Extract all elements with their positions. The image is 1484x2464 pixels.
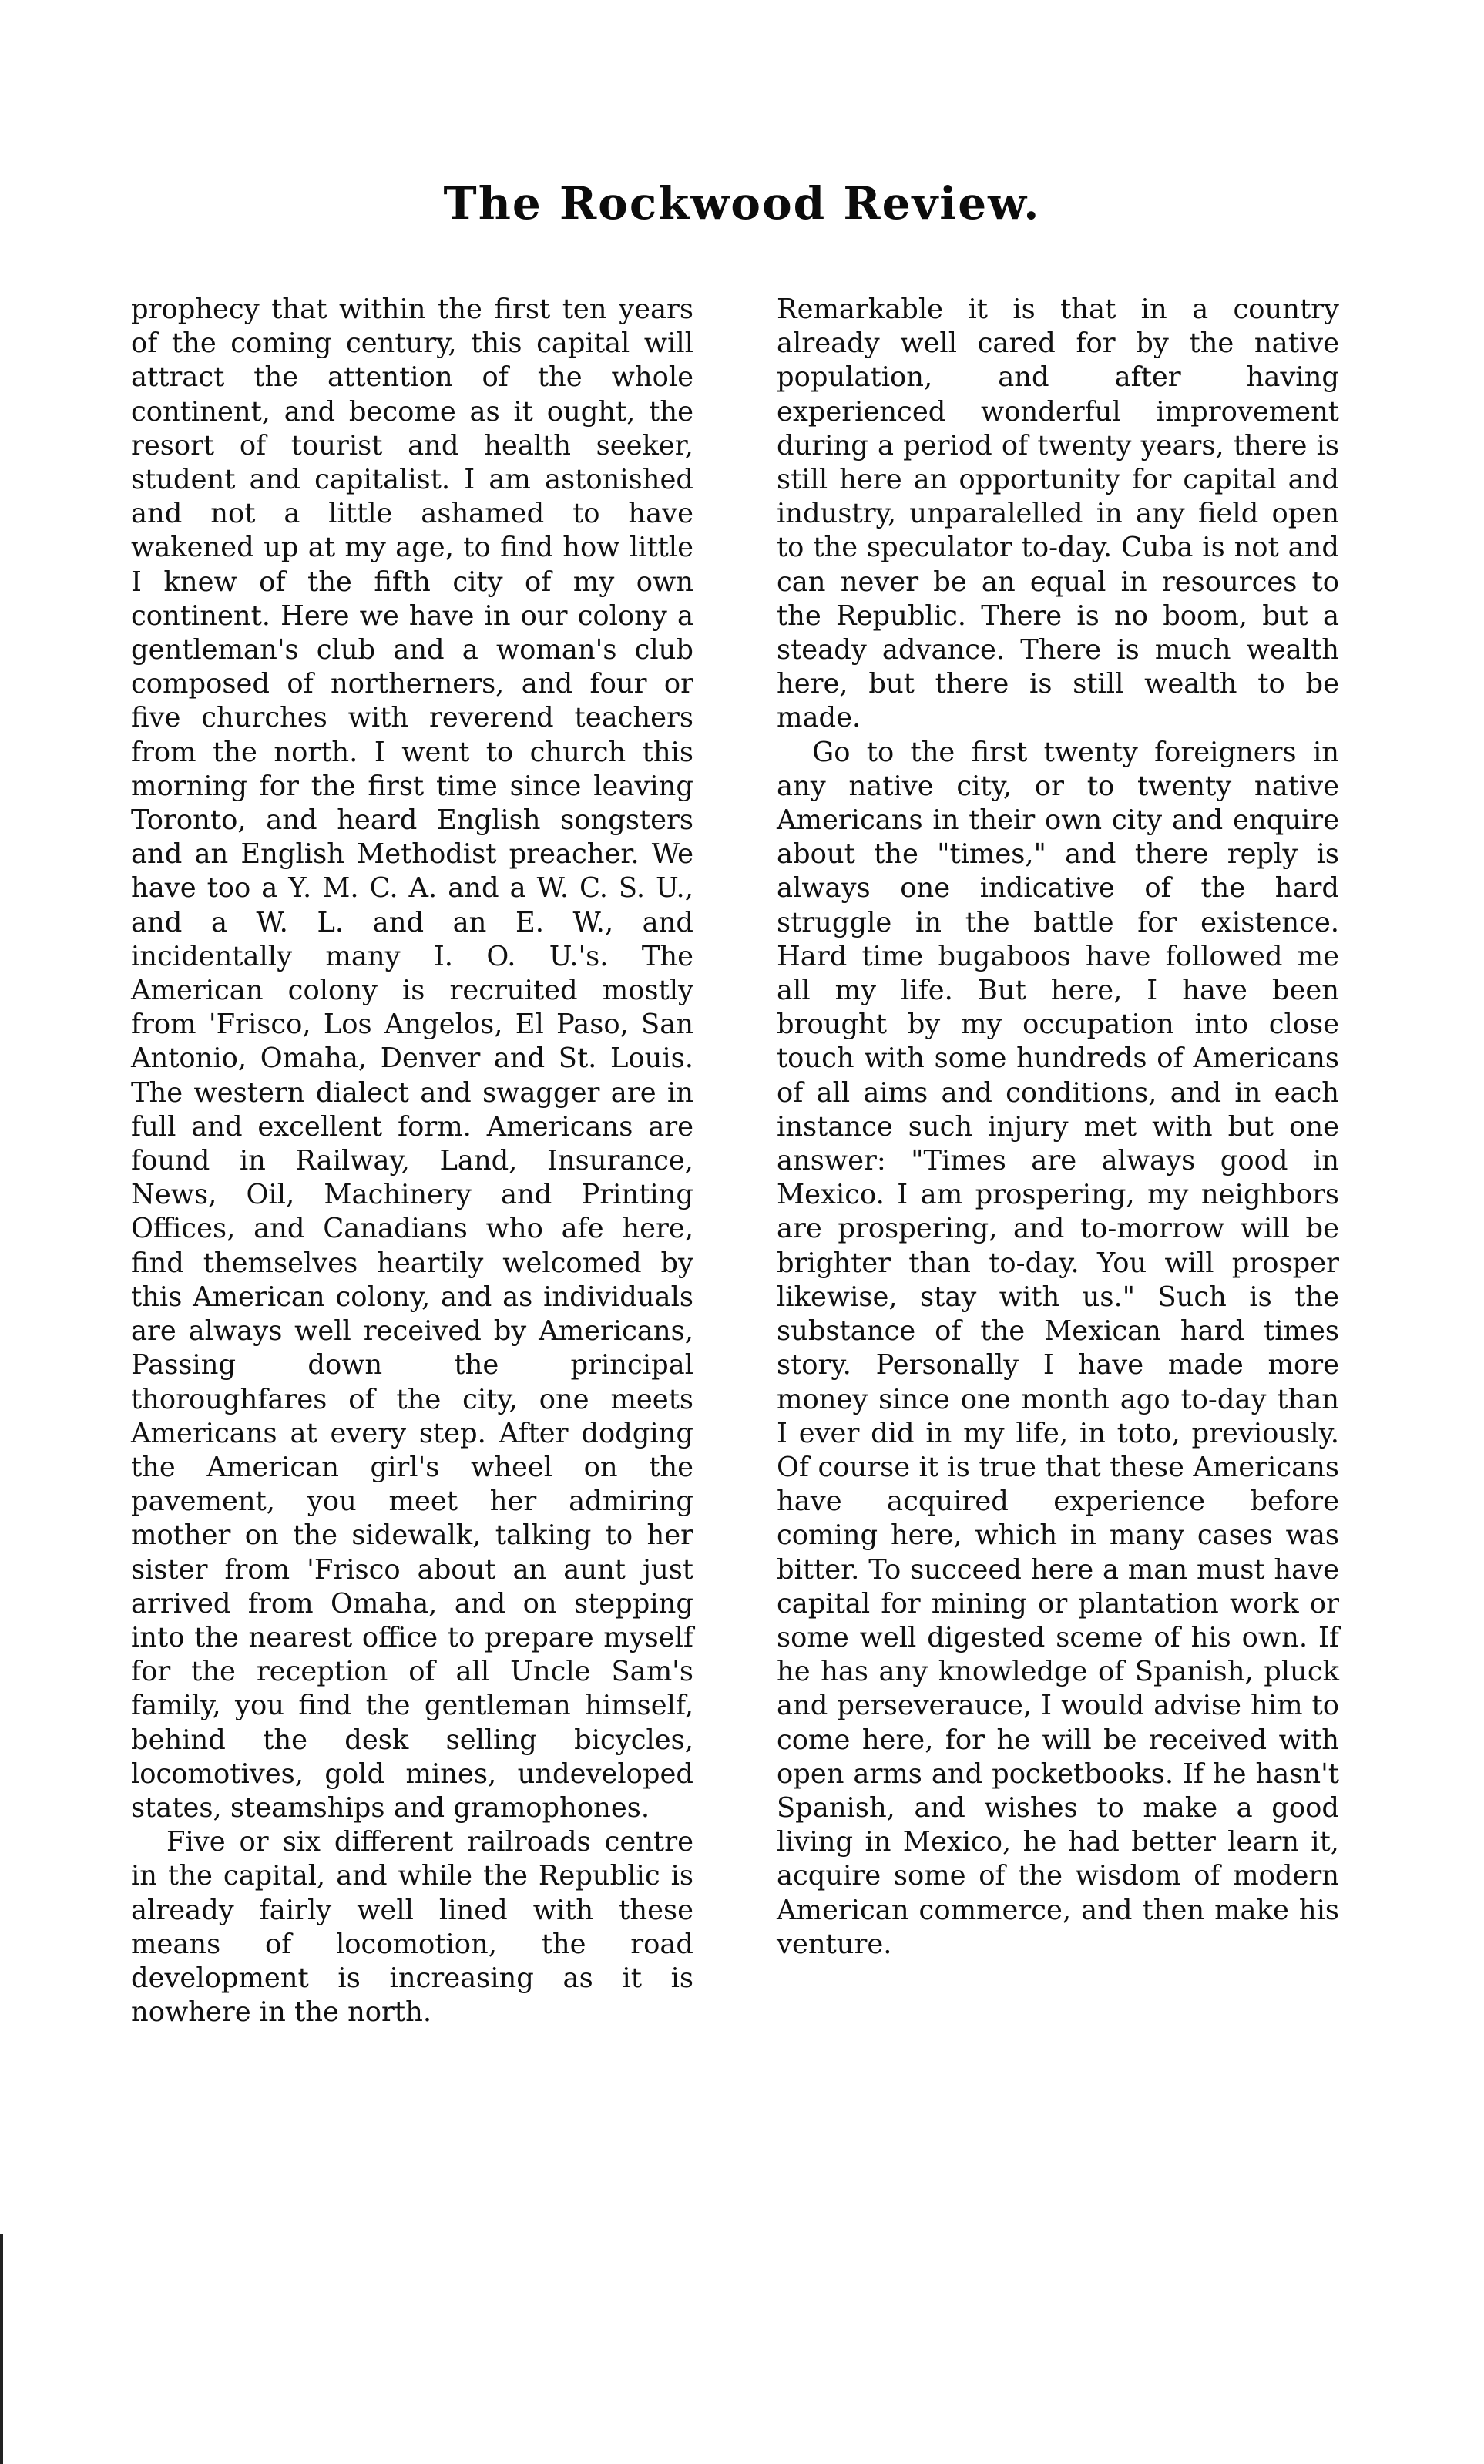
page-header-title: The Rockwood Review. [443, 177, 1041, 230]
scan-edge-mark [0, 2234, 3, 2464]
left-paragraph-1: prophecy that within the first ten years of the coming century, this capital will attract the attention of the whole continent, and become as it ought, the resort of tourist and health seeker, student and capitalist. I am astonished and not a little ashamed to have wakened up at my age, to find how little I knew of the fifth city of my own continent. Here we have in our colony a gentleman's club and a woman's club composed of northerners, and four or five churches with reverend teachers from the north. I went to church this morning for the first time since leaving Toronto, and heard English songsters and an English Methodist preacher. We have too a Y. M. C. A. and a W. C. S. U., and a W. L. and an E. W., and incidentally many I. O. U.'s. The American colony is recruited mostly from 'Frisco, Los Angelos, El Paso, San Antonio, Omaha, Denver and St. Louis. The western dialect and swagger are in full and excellent form. Americans are found in Railway, Land, Insurance, News, Oil, Machinery and Printing Offices, and Canadians who afe here, find themselves heartily welcomed by this American colony, and as individuals are always well received by Americans, Passing down the principal thoroughfares of the city, one meets Americans at every step. After dodging the American girl's wheel on the pavement, you meet her admiring mother on the sidewalk, talking to her sister from 'Frisco about an aunt just arrived from Omaha, and on stepping into the nearest office to prepare myself for the reception of all Uncle Sam's family, you find the gentleman himself, behind the desk selling bicycles, locomotives, gold mines, undeveloped states, steamships and gramophones. [131, 294, 693, 1824]
left-column [131, 293, 693, 2029]
right-column [777, 293, 1339, 1962]
right-paragraph-2: Go to the first twenty foreigners in any native city, or to twenty native Americans in their own city and enquire about the "times," and there reply is always one indicative of the hard struggle in the battle for existence. Hard time bugaboos have followed me all my life. But here, I have been brought by my occupation into close touch with some hundreds of Americans of all aims and conditions, and in each instance such injury met with but one answer: "Times are always good in Mexico. I am prospering, my neighbors are prospering, and to-morrow will be brighter than to-day. You will prosper likewise, stay with us." Such is the substance of the Mexican hard times story. Personally I have made more money since one month ago to-day than I ever did in my life, in toto, previously. Of course it is true that these Americans have acquired experience before coming here, which in many cases was bitter. To succeed here a man must have capital for mining or plantation work or some well digested sceme of his own. If he has any knowledge of Spanish, pluck and perseverauce, I would advise him to come here, for he will be received with open arms and pocketbooks. If he hasn't Spanish, and wishes to make a good living in Mexico, he had better learn it, acquire some of the wisdom of modern American commerce, and then make his venture. [777, 736, 1339, 1960]
left-paragraph-2: Five or six different railroads centre in the capital, and while the Republic is already fairly well lined with these means of locomotion, the road development is increasing as it is nowhere in the north. [131, 1826, 693, 2029]
right-paragraph-1: Remarkable it is that in a country already well cared for by the native population, and after having experienced wonderful improvement during a period of twenty years, there is still here an opportunity for capital and industry, unparalelled in any field open to the speculator to-day. Cuba is not and can never be an equal in resources to the Republic. There is no boom, but a steady advance. There is much wealth here, but there is still wealth to be made. [777, 294, 1339, 734]
